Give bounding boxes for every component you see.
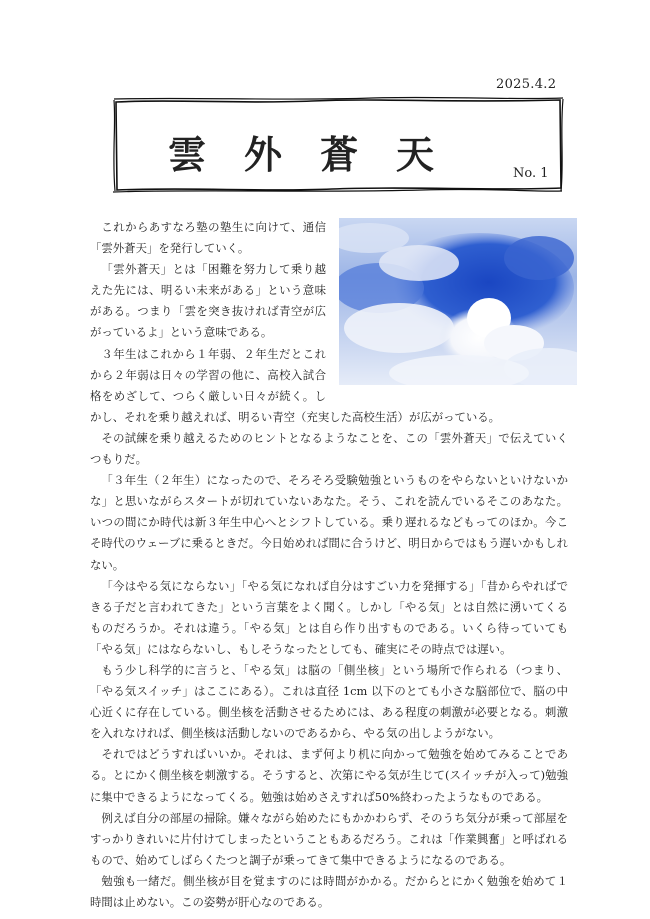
issue-number: No. 1	[513, 166, 549, 181]
photo-spacer	[326, 217, 568, 389]
paragraph: もう少し科学的に言うと、「やる気」は脳の「側坐核」という場所で作られる（つまり、「やる気スイッチ」はここにある）。これは直径 1cm 以下のとても小さな脳部位で、脳の中心近くに存在している。側坐核を活動させるためには、ある程度の刺激が必要となる。刺激を入れなければ、側坐核は活動しないのであるから、やる気の出しようがない。	[90, 662, 568, 741]
paragraph: その試練を乗り越えるためのヒントとなるようなことを、この「雲外蒼天」で伝えていくつもりだ。	[90, 430, 568, 467]
paragraph: 勉強も一緒だ。側坐核が目を覚ますのには時間がかかる。だからとにかく勉強を始めて１時間は止めない。この姿勢が肝心なのである。	[90, 873, 568, 909]
paragraph: これからあすなろ塾の塾生に向けて、通信「雲外蒼天」を発行していく。	[90, 220, 326, 256]
paragraph: 「今はやる気にならない」「やる気になれば自分はすごい力を発揮する」「昔からやればできる子だと言われてきた」という言葉をよく聞く。しかし「やる気」とは自然に湧いてくるものだろうか。それは違う。「やる気」とは自ら作り出すものである。いくら待っていても「やる気」にはならないし、もしそうなったとしても、確実にその時点では遅い。	[90, 578, 568, 656]
paragraph: 「３年生（２年生）になったので、そろそろ受験勉強というものをやらないといけないかな」と思いながらスタートが切れていないあなた。そう、これを読んでいるそこのあなた。いつの間にか時代は新３年生中心へとシフトしている。乗り遅れるなどもってのほか。今こそ時代のウェーブに乗るときだ。今日始めれば間に合うけど、明日からではもう遅いかもしれない。	[90, 473, 568, 572]
paragraph: 「雲外蒼天」とは「困難を努力して乗り越えた先には、明るい未来がある」という意味がある。つまり「雲を突き抜ければ青空が広がっているよ」という意味である。	[90, 262, 326, 340]
paragraph: それではどうすればいいか。それは、まず何より机に向かって勉強を始めてみることである。とにかく側坐核を刺激する。そうすると、次第にやる気が生じて(スイッチが入って)勉強に集中できるようになってくる。勉強は始めさえすれば50%終わったようなものである。	[90, 747, 568, 804]
newsletter-title: 雲外蒼天	[168, 132, 473, 177]
paragraph: ３年生はこれから１年弱、２年生だとこれから２年弱は日々の学習の他に、高校入試合格をめざして、つらく厳しい日々が続く。しかし、それを乗り越えれば、明るい青空（充実した高校生活）が広がっている。	[90, 346, 501, 424]
paragraph: 例えば自分の部屋の掃除。嫌々ながら始めたにもかかわらず、そのうち気分が乗って部屋をすっかりきれいに片付けてしまったということもあるだろう。これは「作業興奮」と呼ばれるもので、始めてしばらくたつと調子が乗ってきて集中できるようになるのである。	[90, 810, 568, 867]
article-body	[90, 217, 568, 913]
issue-date: 2025.4.2	[496, 77, 557, 92]
